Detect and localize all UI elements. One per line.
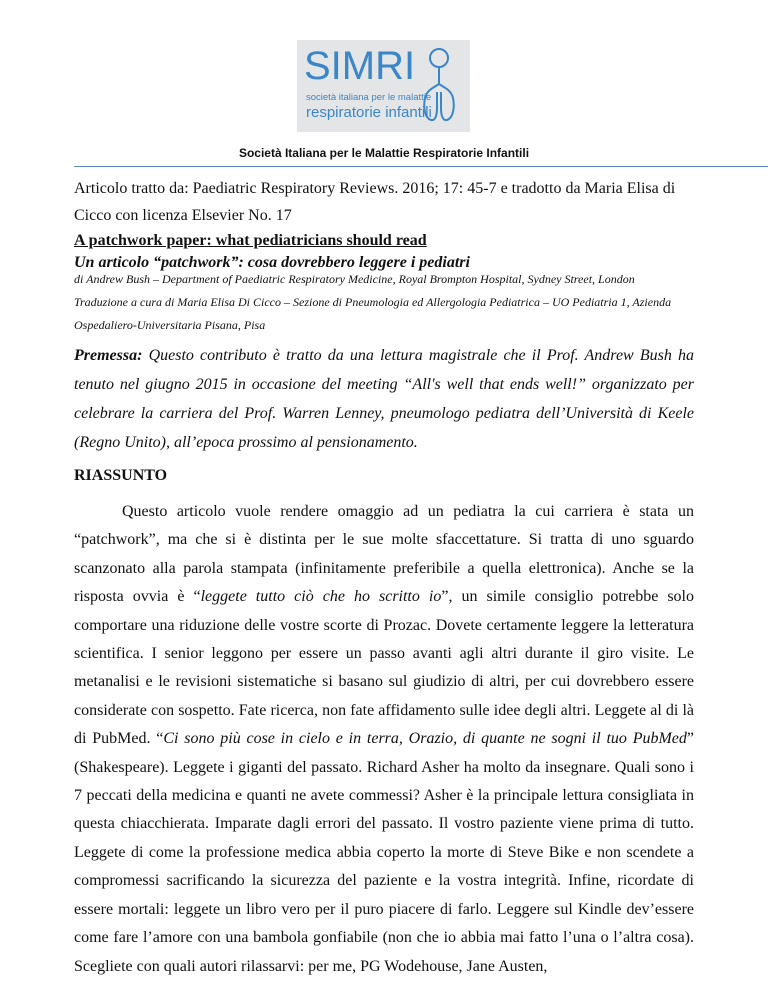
premessa-label: Premessa: (74, 347, 143, 364)
translation-credit: Traduzione a cura di Maria Elisa Di Cicco – Sezione di Pneumologia ed Allergologia Pediatrica – UO Pediatria 1, Azienda Ospedaliero-Universitaria Pisana, Pisa (74, 295, 672, 332)
abstract-text-part3: ” (Shakespeare). Leggete i giganti del passato. Richard Asher ha molto da insegnare. Quali sono i 7 peccati della medicina e quanti ne avete commessi? Asher è la principale lettura consigliata in questa chiacchierata. Imparate dagli errori del passato. Il vostro paziente viene prima di tutto. Leggete di come la professione medica abbia coperto la morte di Steve Bike e non scendete a compromessi sacrificando la sicurezza del paziente e la vostra integrità. Infine, ricordate di essere mortali: leggete un libro vero per il puro piacere di farlo. Leggere sul Kindle dev’essere come fare l’amore con una bambola gonfiabile (non che io abbia mai fatto l’una o l’altra cosa). Scegliete con quali autori rilassarvi: per me, PG Wodehouse, Jane Austen, (74, 730, 695, 975)
logo-wordmark: SIMRI (304, 44, 416, 88)
article-source: Articolo tratto da: Paediatric Respiratory Reviews. 2016; 17: 45-7 e tradotto da Maria Elisa di Cicco con licenza Elsevier No. 17 (74, 180, 676, 224)
premessa-text: Questo contributo è tratto da una lettura magistrale che il Prof. Andrew Bush ha tenuto nel giugno 2015 in occasione del meeting “All's well that ends well!” organizzato per celebrare la carriera del Prof. Warren Lenney, pneumologo pediatra dell’Università di Keele (Regno Unito), all’epoca prossimo al pensionamento. (74, 347, 694, 451)
abstract-quote-2: Ci sono più cose in cielo e in terra, Orazio, di quante ne sogni il tuo PubMed (163, 730, 687, 748)
author-affiliation (74, 268, 694, 337)
logo-subtitle-line2: respiratorie infantili (306, 104, 432, 121)
abstract-quote-1: leggete tutto ciò che ho scritto io (200, 588, 442, 606)
abstract-paragraph (74, 498, 694, 981)
article-title-italian: Un articolo “patchwork”: cosa dovrebbero leggere i pediatri (74, 254, 470, 271)
simri-logo (297, 40, 470, 132)
article-title-english: A patchwork paper: what pediatricians should read (74, 232, 427, 249)
header-divider (74, 166, 768, 167)
author-line: di Andrew Bush – Department of Paediatric Respiratory Medicine, Royal Brompton Hospital, Sydney Street, London (74, 272, 635, 286)
logo-subtitle-line1: società italiana per le malattie (306, 92, 432, 103)
premessa-paragraph (74, 341, 694, 457)
lungs-figure-icon (417, 46, 461, 126)
abstract-text-part1: Questo articolo vuole rendere omaggio ad un pediatra la cui carriera è stata un “patchwork”, ma che si è distinta per le sue molte sfaccettature. Si tratta di uno sguardo scanzonato alla parola stampata (infinitamente preferibile a quella elettronica). Anche se la risposta ovvia è “ (74, 503, 694, 606)
society-name: Società Italiana per le Malattie Respiratorie Infantili (238, 146, 530, 160)
summary-heading: RIASSUNTO (74, 467, 168, 484)
abstract-text-part2: ”, un simile consiglio potrebbe solo comportare una riduzione delle vostre scorte di Prozac. Dovete certamente leggere la letteratura scientifica. I senior leggono per essere un passo avanti agli altri durante il giro visite. Le metanalisi e le revisioni sistematiche si basano sul giudizio di altri, per cui dovrebbero essere considerate con sospetto. Fate ricerca, non fate affidamento sulle idee degli altri. Leggete al di là di PubMed. “ (74, 588, 694, 748)
